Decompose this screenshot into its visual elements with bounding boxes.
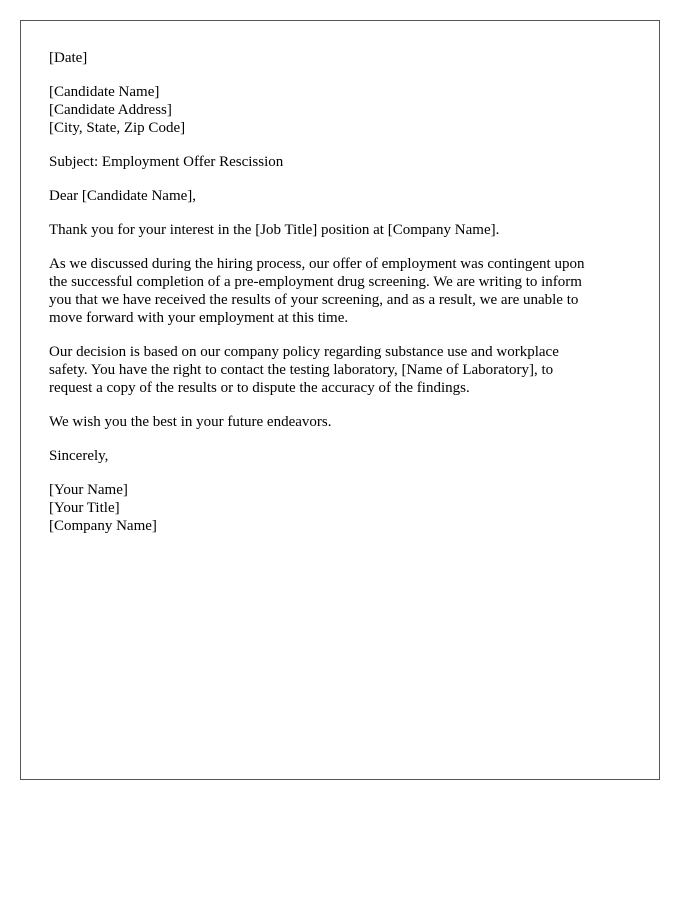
paragraph-line: Thank you for your interest in the [Job Title] position at [Company Name].: [49, 222, 500, 238]
paragraph-policy: [49, 343, 649, 397]
date: [49, 49, 649, 67]
paragraph-wishes: [49, 413, 649, 431]
salutation-text: Dear [Candidate Name],: [49, 188, 197, 204]
recipient-line: [City, State, Zip Code]: [49, 120, 186, 136]
paragraph-line: Our decision is based on our company policy regarding substance use and workplace: [49, 344, 559, 360]
recipient-address: [49, 83, 649, 137]
paragraph-line: As we discussed during the hiring process, our offer of employment was contingent upon: [49, 256, 585, 272]
paragraph-screening: [49, 255, 649, 327]
paragraph-line: request a copy of the results or to dispute the accuracy of the findings.: [49, 380, 470, 396]
paragraph-line: the successful completion of a pre-employment drug screening. We are writing to inform: [49, 274, 582, 290]
closing-text: Sincerely,: [49, 448, 109, 464]
signature-line: [Company Name]: [49, 518, 157, 534]
date-text: [Date]: [49, 50, 88, 66]
subject: [49, 153, 649, 171]
subject-text: Subject: Employment Offer Rescission: [49, 154, 284, 170]
paragraph-line: safety. You have the right to contact the testing laboratory, [Name of Laboratory], to: [49, 362, 554, 378]
paragraph-line: move forward with your employment at this time.: [49, 310, 349, 326]
closing: [49, 447, 649, 465]
salutation: [49, 187, 649, 205]
letter-page: [20, 20, 660, 780]
signature-line: [Your Name]: [49, 482, 128, 498]
signature-line: [Your Title]: [49, 500, 120, 516]
recipient-line: [Candidate Name]: [49, 84, 160, 100]
paragraph-line: We wish you the best in your future endeavors.: [49, 414, 332, 430]
paragraph-line: you that we have received the results of your screening, and as a result, we are unable to: [49, 292, 579, 308]
signature-block: [49, 481, 649, 535]
letter-body: [49, 49, 649, 551]
recipient-line: [Candidate Address]: [49, 102, 172, 118]
paragraph-intro: [49, 221, 649, 239]
